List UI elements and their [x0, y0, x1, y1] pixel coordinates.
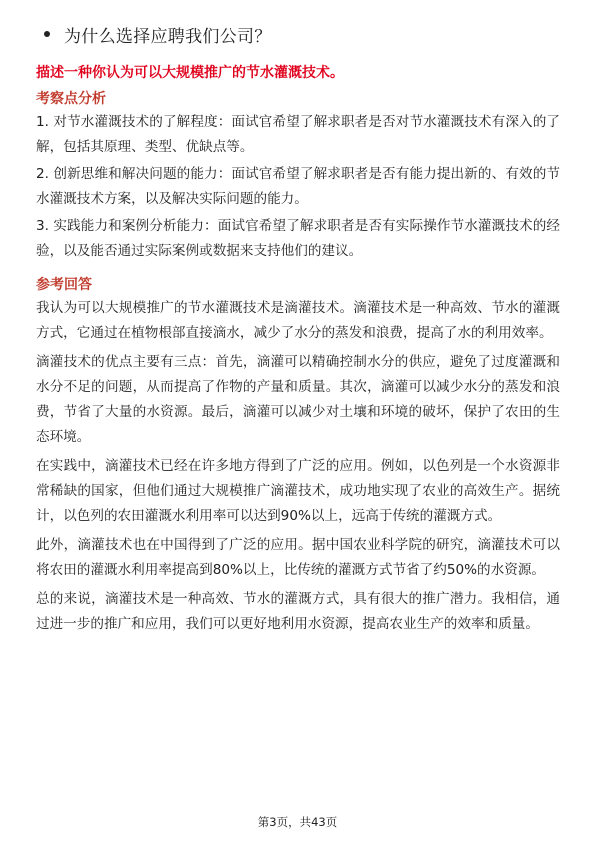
analysis-title: 考察点分析 [36, 91, 106, 107]
answer-paragraph: 总的来说，滴灌技术是一种高效、节水的灌溉方式，具有很大的推广潜力。我相信，通过进一步的推广和应用，我们可以更好地利用水资源，提高农业生产的效率和质量。 [36, 591, 560, 632]
analysis-item: 3. 实践能力和案例分析能力：面试官希望了解求职者是否有实际操作节水灌溉技术的经验，以及能否通过实际案例或数据来支持他们的建议。 [36, 218, 560, 259]
answer-paragraph: 此外，滴灌技术也在中国得到了广泛的应用。据中国农业科学院的研究，滴灌技术可以将农田的灌溉水利用率提高到80%以上，比传统的灌溉方式节省了约50%的水资源。 [36, 537, 560, 578]
heading-text: 为什么选择应聘我们公司？ [64, 26, 272, 47]
answer-paragraph: 在实践中，滴灌技术已经在许多地方得到了广泛的应用。例如，以色列是一个水资源非常稀缺的国家，但他们通过大规模推广滴灌技术，成功地实现了农业的高效生产。据统计，以色列的农田灌溉水利用率可以达到90%以上，远高于传统的灌溉方式。 [36, 458, 560, 524]
section-heading [44, 20, 560, 48]
document-page [36, 20, 560, 637]
interview-question: 描述一种你认为可以大规模推广的节水灌溉技术。 [36, 65, 344, 81]
answer-title: 参考回答 [36, 277, 92, 293]
analysis-item: 2. 创新思维和解决问题的能力：面试官希望了解求职者是否有能力提出新的、有效的节水灌溉技术方案，以及解决实际问题的能力。 [36, 166, 560, 207]
page-number: 第3页，共43页 [257, 815, 338, 829]
answer-paragraph: 滴灌技术的优点主要有三点：首先，滴灌可以精确控制水分的供应，避免了过度灌溉和水分不足的问题，从而提高了作物的产量和质量。其次，滴灌可以减少水分的蒸发和浪费，节省了大量的水资源。最后，滴灌可以减少对土壤和环境的破坏，保护了农田的生态环境。 [36, 354, 560, 445]
answer-paragraph: 我认为可以大规模推广的节水灌溉技术是滴灌技术。滴灌技术是一种高效、节水的灌溉方式，它通过在植物根部直接滴水，减少了水分的蒸发和浪费，提高了水的利用效率。 [36, 300, 560, 341]
answer-body [36, 296, 560, 637]
analysis-list [36, 110, 560, 264]
bullet-icon [44, 31, 50, 37]
analysis-item: 1. 对节水灌溉技术的了解程度：面试官希望了解求职者是否对节水灌溉技术有深入的了解，包括其原理、类型、优缺点等。 [36, 114, 560, 155]
